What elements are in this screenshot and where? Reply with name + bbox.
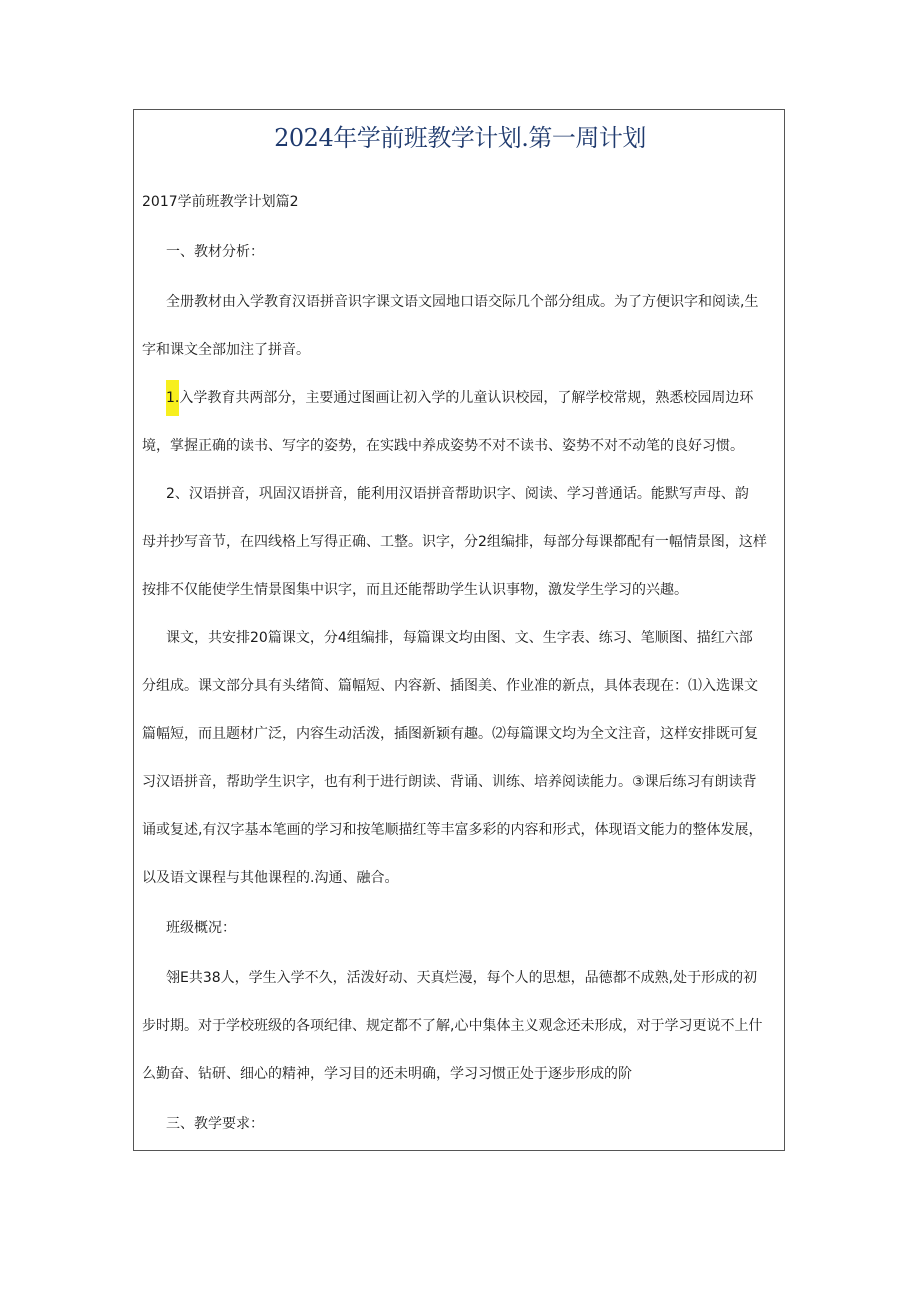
paragraph-line: 2、汉语拼音，巩固汉语拼音，能利用汉语拼音帮助识字、阅读、学习普通话。能默写声母、韵 bbox=[166, 486, 749, 502]
paragraph-line bbox=[166, 388, 753, 408]
document-subtitle: 2017学前班教学计划篇2 bbox=[142, 194, 299, 210]
paragraph-text: 入学教育共两部分，主要通过图画让初入学的儿童认识校园，了解学校常规，熟悉校园周边环 bbox=[179, 390, 754, 406]
paragraph-line: 字和课文全部加注了拼音。 bbox=[142, 342, 310, 358]
section-heading-teaching-requirements: 三、教学要求： bbox=[166, 1116, 264, 1132]
paragraph-line: 全册教材由入学教育汉语拼音识字课文语文园地口语交际几个部分组成。为了方便识字和阅读,生 bbox=[166, 294, 759, 310]
paragraph-line: 诵或复述,有汉字基本笔画的学习和按笔顺描红等丰富多彩的内容和形式，体现语文能力的整体发展， bbox=[142, 822, 763, 838]
paragraph-line: 分组成。课文部分具有头绪简、篇幅短、内容新、插图美、作业准的新点，具体表现在：⑴入选课文 bbox=[142, 678, 758, 694]
document-title: 2024年学前班教学计划.第一周计划 bbox=[274, 124, 646, 152]
paragraph-line: 么勤奋、钻研、细心的精神，学习目的还未明确，学习习惯正处于逐步形成的阶 bbox=[142, 1066, 632, 1082]
paragraph-line: 境，掌握正确的读书、写字的姿势，在实践中养成姿势不对不读书、姿势不对不动笔的良好习惯。 bbox=[142, 438, 744, 454]
paragraph-line: 翎E共38人，学生入学不久，活泼好动、天真烂漫，每个人的思想，品德都不成熟,处于形成的初 bbox=[166, 970, 758, 986]
paragraph-line: 课文，共安排20篇课文，分4组编排，每篇课文均由图、文、生字表、练习、笔顺图、描红六部 bbox=[166, 630, 753, 646]
paragraph-line: 习汉语拼音，帮助学生识字，也有利于进行朗读、背诵、训练、培养阅读能力。③课后练习有朗读背 bbox=[142, 774, 757, 790]
highlighted-number: 1. bbox=[166, 380, 179, 416]
paragraph-line: 按排不仅能使学生情景图集中识字，而且还能帮助学生认识事物，激发学生学习的兴趣。 bbox=[142, 582, 688, 598]
paragraph-line: 篇幅短，而且题材广泛，内容生动活泼，插图新颖有趣。⑵每篇课文均为全文注音，这样安排既可复 bbox=[142, 726, 758, 742]
paragraph-line: 以及语文课程与其他课程的.沟通、融合。 bbox=[142, 870, 399, 886]
paragraph-line: 步时期。对于学校班级的各项纪律、规定都不了解,心中集体主义观念还未形成，对于学习更说不上什 bbox=[142, 1018, 763, 1034]
section-heading-textbook-analysis: 一、教材分析： bbox=[166, 244, 264, 260]
paragraph-line: 母并抄写音节，在四线格上写得正确、工整。识字，分2组编排，每部分每课都配有一幅情景图，这样 bbox=[142, 534, 767, 550]
section-heading-class-overview: 班级概况： bbox=[166, 920, 236, 936]
